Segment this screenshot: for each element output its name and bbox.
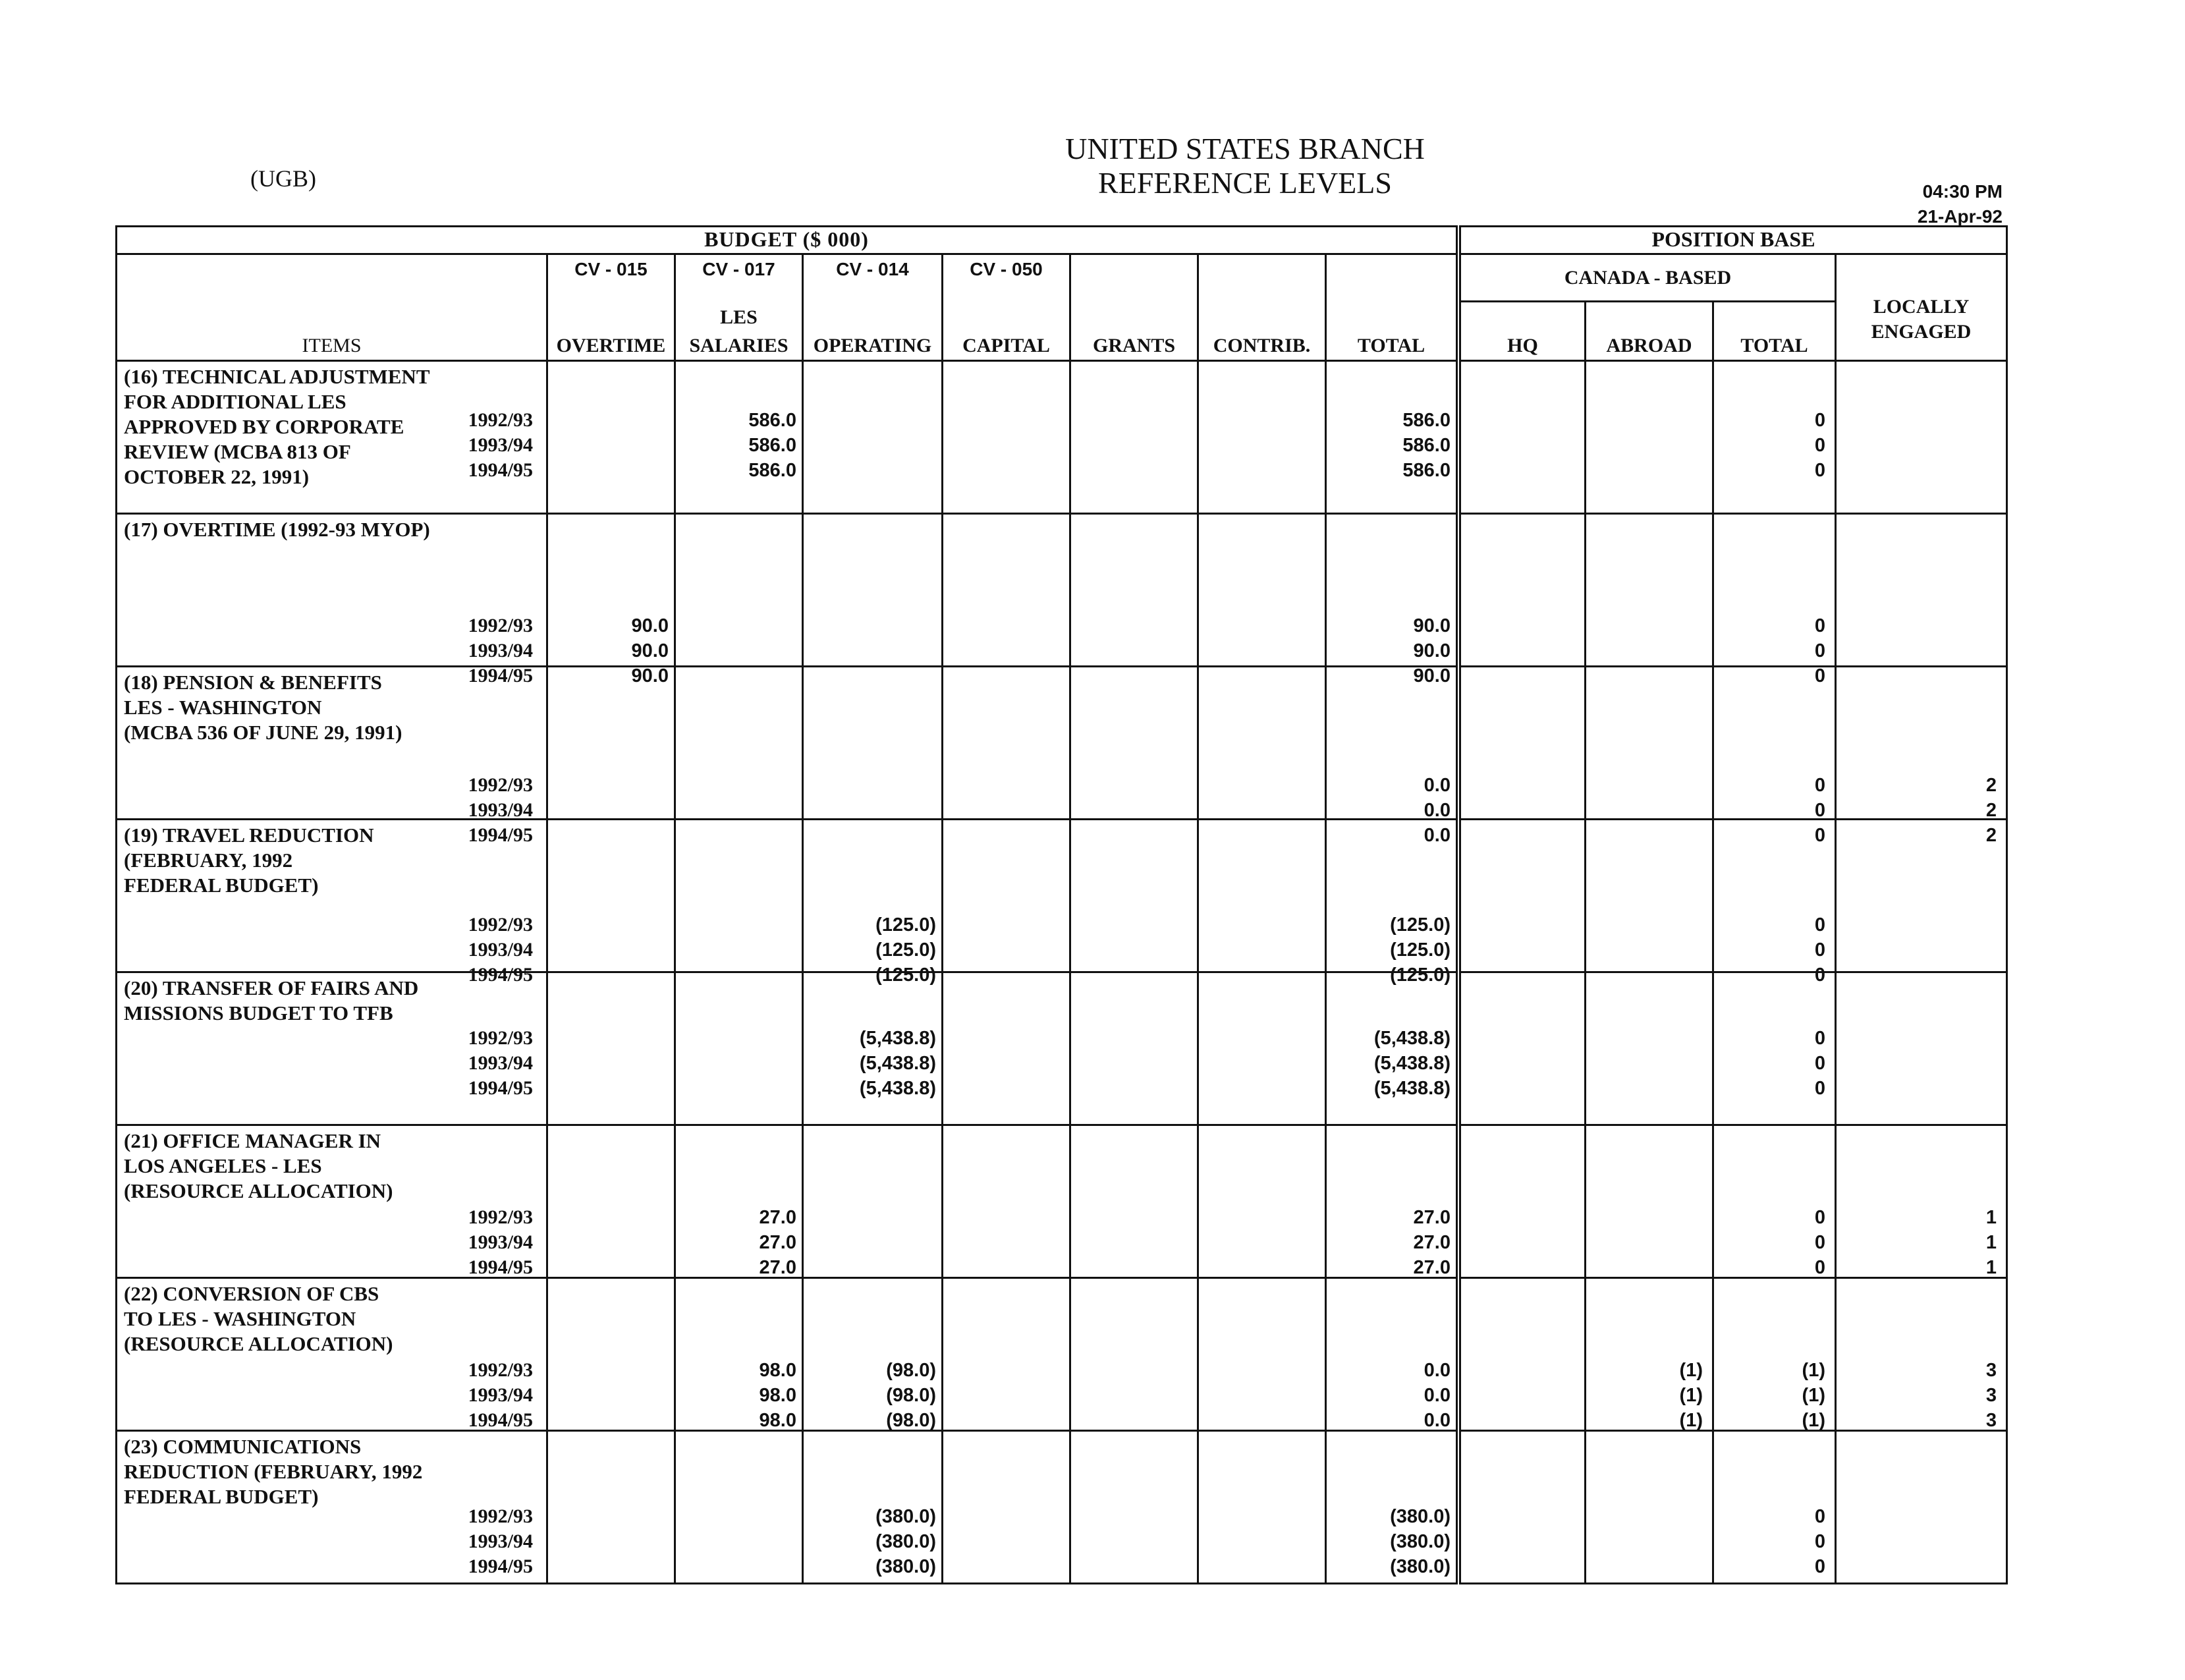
total-values — [1414, 1205, 1451, 1280]
grants-cell — [1070, 1125, 1198, 1278]
abroad-column-header — [1586, 302, 1713, 361]
operating-values — [886, 1358, 936, 1433]
cell-value: 0.0 — [1424, 1410, 1451, 1431]
ptotal-cell — [1713, 361, 1836, 514]
fiscal-year: 1993/94 — [468, 640, 533, 661]
capital-cell — [943, 361, 1070, 514]
hq-column-header — [1460, 302, 1586, 361]
locally-engaged-header: LOCALLY ENGAGED — [1836, 254, 2007, 361]
local-cell — [1836, 1278, 2007, 1431]
fiscal-year: 1992/93 — [468, 774, 533, 796]
fiscal-year: 1993/94 — [468, 1052, 533, 1074]
cell-value: (98.0) — [886, 1410, 936, 1431]
canada-total-column-header — [1713, 302, 1836, 361]
operating-cell — [803, 1431, 943, 1584]
salaries-values — [748, 408, 796, 483]
abroad-cell — [1586, 1431, 1713, 1584]
contrib-cell — [1198, 361, 1326, 514]
column-label: TOTAL — [1357, 335, 1425, 356]
cell-value: (98.0) — [886, 1385, 936, 1406]
hq-cell — [1460, 514, 1586, 667]
salaries-cell — [675, 972, 803, 1125]
fiscal-year: 1994/95 — [468, 964, 533, 986]
cell-value: 98.0 — [759, 1360, 796, 1381]
abroad-cell — [1586, 514, 1713, 667]
fiscal-years — [468, 1358, 533, 1433]
fiscal-year: 1993/94 — [468, 1384, 533, 1406]
ptotal-cell — [1713, 820, 1836, 986]
abroad-cell — [1586, 1125, 1713, 1278]
ptotal-values — [1815, 1205, 1825, 1280]
contrib-cell — [1198, 1431, 1326, 1584]
ptotal-values — [1815, 1504, 1825, 1579]
fiscal-year: 1992/93 — [468, 1206, 533, 1228]
cell-value: 586.0 — [1402, 435, 1451, 456]
capital-cell — [943, 972, 1070, 1125]
abroad-cell — [1586, 820, 1713, 972]
cell-value: (1) — [1802, 1410, 1825, 1431]
time: 04:30 PM — [1922, 181, 2003, 202]
cell-value: 0.0 — [1424, 825, 1451, 846]
abroad-label: ABROAD — [1606, 335, 1692, 356]
item-cell — [117, 514, 547, 686]
cell-value: (125.0) — [1390, 914, 1451, 936]
cell-value: 90.0 — [631, 615, 669, 636]
ptotal-cell — [1713, 667, 1836, 846]
item-label: (21) OFFICE MANAGER IN LOS ANGELES - LES (RESOURCE ALLOCATION) — [124, 1129, 393, 1202]
item-cell — [117, 1125, 547, 1278]
contrib-cell — [1198, 1278, 1326, 1431]
table-row — [117, 1125, 1457, 1278]
table-row — [117, 1431, 1457, 1584]
overtime-cell — [547, 514, 675, 686]
hq-cell — [1460, 361, 1586, 514]
cell-value: 0 — [1814, 1078, 1825, 1099]
cell-value: 90.0 — [631, 665, 669, 686]
fiscal-year: 1994/95 — [468, 1409, 533, 1431]
hq-cell — [1460, 820, 1586, 972]
cell-value: 0 — [1814, 460, 1825, 481]
total-cell — [1326, 667, 1457, 846]
operating-cell — [803, 667, 943, 820]
budget-column-header — [1070, 254, 1198, 361]
column-label: OVERTIME — [556, 335, 666, 356]
cell-value: 3 — [1985, 1360, 1997, 1381]
cell-value: 0 — [1814, 1556, 1825, 1577]
total-values — [1402, 408, 1451, 483]
position-row — [1460, 667, 2007, 820]
total-cell — [1326, 972, 1457, 1125]
total-cell — [1326, 820, 1457, 986]
ptotal-cell — [1713, 1125, 1836, 1278]
local-cell — [1836, 667, 2007, 846]
contrib-cell — [1198, 820, 1326, 972]
table-row — [117, 514, 1457, 667]
overtime-cell — [547, 667, 675, 820]
cell-value: 27.0 — [1413, 1207, 1451, 1228]
salaries-cell — [675, 1125, 803, 1278]
overtime-cell — [547, 361, 675, 514]
abroad-cell — [1586, 972, 1713, 1125]
total-cell — [1326, 1431, 1457, 1584]
cell-value: (5,438.8) — [1373, 1078, 1451, 1099]
cell-value: (1) — [1679, 1410, 1703, 1431]
salaries-cell — [675, 820, 803, 972]
fiscal-year: 1994/95 — [468, 665, 533, 686]
budget-table — [115, 225, 1458, 1584]
item-cell — [117, 1431, 547, 1584]
grants-cell — [1070, 1431, 1198, 1584]
cell-value: 98.0 — [759, 1410, 796, 1431]
item-cell — [117, 972, 547, 1125]
salaries-cell — [675, 1278, 803, 1431]
capital-cell — [943, 514, 1070, 667]
cell-value: (98.0) — [886, 1360, 936, 1381]
item-label: (18) PENSION & BENEFITS LES - WASHINGTON (MCBA 536 OF JUNE 29, 1991) — [124, 671, 402, 744]
contrib-cell — [1198, 514, 1326, 667]
cell-value: 586.0 — [1402, 460, 1451, 481]
cell-value: 586.0 — [748, 435, 796, 456]
abroad-cell — [1586, 1278, 1713, 1431]
cell-value: (5,438.8) — [1373, 1028, 1451, 1049]
position-row — [1460, 1431, 2007, 1584]
salaries-values — [760, 1205, 796, 1280]
fiscal-year: 1993/94 — [468, 1530, 533, 1552]
items-column-label: ITEMS — [302, 335, 362, 356]
cell-value: 27.0 — [759, 1232, 796, 1253]
hq-cell — [1460, 667, 1586, 820]
column-label: OPERATING — [813, 335, 932, 356]
fiscal-year: 1992/93 — [468, 1359, 533, 1381]
local-values — [1986, 1205, 1997, 1280]
budget-column-header — [1326, 254, 1457, 361]
cell-value: 586.0 — [1402, 410, 1451, 431]
local-cell — [1836, 514, 2007, 667]
cell-value: (125.0) — [875, 914, 936, 936]
cell-value: 0 — [1814, 640, 1825, 661]
cell-value: 0 — [1814, 1531, 1825, 1552]
cell-value: 0 — [1814, 1506, 1825, 1527]
operating-cell — [803, 820, 943, 986]
cell-value: (125.0) — [1390, 965, 1451, 986]
cell-value: (380.0) — [875, 1506, 936, 1527]
cell-value: 3 — [1985, 1385, 1997, 1406]
budget-column-header — [1198, 254, 1326, 361]
cell-value: 90.0 — [631, 640, 669, 661]
cell-value: 1 — [1985, 1232, 1997, 1253]
position-row — [1460, 972, 2007, 1125]
cell-value: 2 — [1985, 800, 1997, 821]
fiscal-year: 1992/93 — [468, 615, 533, 636]
position-row — [1460, 1278, 2007, 1431]
cell-value: 27.0 — [759, 1207, 796, 1228]
fiscal-year: 1993/94 — [468, 799, 533, 821]
fiscal-years — [468, 1504, 533, 1579]
cell-value: 0.0 — [1424, 1385, 1451, 1406]
operating-cell — [803, 972, 943, 1125]
date: 21-Apr-92 — [1917, 206, 2003, 227]
hq-cell — [1460, 1278, 1586, 1431]
overtime-cell — [547, 820, 675, 972]
budget-header: BUDGET ($ 000) — [117, 227, 1457, 254]
table-row — [117, 667, 1457, 820]
salaries-values — [760, 1358, 796, 1433]
contrib-cell — [1198, 1125, 1326, 1278]
capital-cell — [943, 1278, 1070, 1431]
cell-value: 27.0 — [1413, 1232, 1451, 1253]
cell-value: 0 — [1814, 1257, 1825, 1278]
local-cell — [1836, 361, 2007, 514]
cell-value: 98.0 — [759, 1385, 796, 1406]
local-cell — [1836, 1431, 2007, 1584]
fiscal-years — [468, 1026, 533, 1101]
budget-column-header — [943, 254, 1070, 361]
column-code: CV - 015 — [574, 259, 648, 279]
item-label: (23) COMMUNICATIONS REDUCTION (FEBRUARY, 1992 FEDERAL BUDGET) — [124, 1435, 423, 1508]
overtime-cell — [547, 1125, 675, 1278]
total-cell — [1326, 1278, 1457, 1431]
column-label: SALARIES — [689, 335, 788, 356]
hq-label: HQ — [1507, 335, 1538, 356]
position-row — [1460, 361, 2007, 514]
column-mid: LES — [720, 306, 758, 328]
contrib-cell — [1198, 972, 1326, 1125]
local-cell — [1836, 972, 2007, 1125]
local-values — [1986, 1358, 1997, 1433]
total-cell — [1326, 514, 1457, 686]
cell-value: (1) — [1679, 1360, 1703, 1381]
grants-cell — [1070, 514, 1198, 667]
cell-value: 0.0 — [1424, 775, 1451, 796]
budget-column-header — [675, 254, 803, 361]
position-row — [1460, 1125, 2007, 1278]
document-code: (UGB) — [250, 165, 316, 192]
position-row — [1460, 820, 2007, 972]
overtime-cell — [547, 972, 675, 1125]
item-label: (17) OVERTIME (1992-93 MYOP) — [124, 518, 430, 541]
cell-value: (5,438.8) — [1373, 1053, 1451, 1074]
total-values — [1390, 1504, 1451, 1579]
column-code: CV - 050 — [970, 259, 1043, 279]
cell-value: (125.0) — [1390, 939, 1451, 961]
budget-column-header — [803, 254, 943, 361]
budget-column-header — [547, 254, 675, 361]
cell-value: 0 — [1814, 1232, 1825, 1253]
ptotal-values — [1815, 408, 1825, 483]
ptotal-cell — [1713, 972, 1836, 1125]
capital-cell — [943, 667, 1070, 820]
cell-value: (5,438.8) — [859, 1028, 936, 1049]
table-row — [117, 1278, 1457, 1431]
fiscal-year: 1994/95 — [468, 1256, 533, 1278]
items-column-header — [117, 254, 547, 361]
cell-value: 0 — [1814, 825, 1825, 846]
cell-value: (380.0) — [1390, 1556, 1451, 1577]
cell-value: 0 — [1814, 435, 1825, 456]
cell-value: 0 — [1814, 665, 1825, 686]
grants-cell — [1070, 361, 1198, 514]
cell-value: 3 — [1985, 1410, 1997, 1431]
capital-cell — [943, 1125, 1070, 1278]
ptotal-values — [1802, 1358, 1825, 1433]
cell-value: 2 — [1985, 775, 1997, 796]
cell-value: 0 — [1814, 1028, 1825, 1049]
item-label: (16) TECHNICAL ADJUSTMENT FOR ADDITIONAL LES APPROVED BY CORPORATE REVIEW (MCBA 813 OF OCTOBER 22, 1991) — [124, 365, 430, 488]
fiscal-year: 1992/93 — [468, 409, 533, 431]
position-base-header: POSITION BASE — [1460, 227, 2007, 254]
cell-value: 1 — [1985, 1207, 1997, 1228]
salaries-cell — [675, 361, 803, 514]
cell-value: 0 — [1814, 939, 1825, 961]
cell-value: 0 — [1814, 1207, 1825, 1228]
operating-cell — [803, 1125, 943, 1278]
item-cell — [117, 1278, 547, 1431]
total-cell — [1326, 361, 1457, 514]
cell-value: 0 — [1814, 615, 1825, 636]
cell-value: (125.0) — [875, 965, 936, 986]
title-line-1: UNITED STATES BRANCH — [1065, 132, 1425, 165]
canada-based-header: CANADA - BASED — [1460, 254, 1836, 302]
fiscal-year: 1992/93 — [468, 1505, 533, 1527]
cell-value: (380.0) — [875, 1531, 936, 1552]
fiscal-year: 1992/93 — [468, 1027, 533, 1049]
cell-value: (380.0) — [1390, 1531, 1451, 1552]
ptotal-cell — [1713, 1278, 1836, 1431]
grants-cell — [1070, 972, 1198, 1125]
fiscal-year: 1993/94 — [468, 434, 533, 456]
column-label: CAPITAL — [962, 335, 1050, 356]
total-values — [1424, 1358, 1451, 1433]
cell-value: 90.0 — [1413, 640, 1451, 661]
canada-total-label: TOTAL — [1740, 335, 1808, 356]
table-row — [117, 820, 1457, 972]
hq-cell — [1460, 972, 1586, 1125]
cell-value: (5,438.8) — [859, 1053, 936, 1074]
total-cell — [1326, 1125, 1457, 1278]
item-cell — [117, 667, 547, 846]
total-values — [1374, 1026, 1451, 1101]
abroad-cell — [1586, 361, 1713, 514]
cell-value: 90.0 — [1413, 615, 1451, 636]
item-label: (22) CONVERSION OF CBS TO LES - WASHINGTON (RESOURCE ALLOCATION) — [124, 1282, 393, 1355]
cell-value: 586.0 — [748, 410, 796, 431]
fiscal-year: 1994/95 — [468, 1555, 533, 1577]
ptotal-cell — [1713, 514, 1836, 686]
overtime-cell — [547, 1278, 675, 1431]
operating-values — [860, 1026, 936, 1101]
abroad-values — [1680, 1358, 1703, 1433]
cell-value: 1 — [1985, 1257, 1997, 1278]
document-title — [1014, 132, 1476, 200]
cell-value: 0 — [1814, 1053, 1825, 1074]
cell-value: 0.0 — [1424, 1360, 1451, 1381]
contrib-cell — [1198, 667, 1326, 820]
local-cell — [1836, 820, 2007, 972]
column-label: CONTRIB. — [1213, 335, 1311, 356]
grants-cell — [1070, 667, 1198, 820]
item-cell — [117, 820, 547, 986]
operating-cell — [803, 361, 943, 514]
cell-value: (380.0) — [1390, 1506, 1451, 1527]
cell-value: 27.0 — [1413, 1257, 1451, 1278]
cell-value: 0 — [1814, 914, 1825, 936]
cell-value: (1) — [1802, 1360, 1825, 1381]
fiscal-year: 1993/94 — [468, 939, 533, 961]
fiscal-years — [468, 1205, 533, 1280]
cell-value: (1) — [1802, 1385, 1825, 1406]
cell-value: (5,438.8) — [859, 1078, 936, 1099]
cell-value: 0 — [1814, 775, 1825, 796]
timestamp — [1897, 179, 2003, 229]
fiscal-year: 1994/95 — [468, 459, 533, 481]
cell-value: 0 — [1814, 965, 1825, 986]
ptotal-values — [1815, 1026, 1825, 1101]
title-line-2: REFERENCE LEVELS — [1098, 166, 1392, 200]
fiscal-year: 1994/95 — [468, 824, 533, 846]
local-cell — [1836, 1125, 2007, 1278]
hq-cell — [1460, 1431, 1586, 1584]
cell-value: (380.0) — [875, 1556, 936, 1577]
salaries-cell — [675, 1431, 803, 1584]
cell-value: 0.0 — [1424, 800, 1451, 821]
item-label: (19) TRAVEL REDUCTION (FEBRUARY, 1992 FEDERAL BUDGET) — [124, 824, 374, 897]
abroad-cell — [1586, 667, 1713, 820]
item-cell — [117, 361, 547, 514]
fiscal-year: 1992/93 — [468, 914, 533, 936]
cell-value: (1) — [1679, 1385, 1703, 1406]
salaries-cell — [675, 514, 803, 667]
salaries-cell — [675, 667, 803, 820]
column-code: CV - 017 — [702, 259, 775, 279]
fiscal-year: 1993/94 — [468, 1231, 533, 1253]
ptotal-cell — [1713, 1431, 1836, 1584]
capital-cell — [943, 1431, 1070, 1584]
capital-cell — [943, 820, 1070, 972]
operating-cell — [803, 514, 943, 667]
cell-value: 90.0 — [1413, 665, 1451, 686]
table-row — [117, 972, 1457, 1125]
cell-value: 0 — [1814, 800, 1825, 821]
position-base-table — [1459, 225, 2008, 1584]
hq-cell — [1460, 1125, 1586, 1278]
column-label: GRANTS — [1092, 335, 1176, 356]
cell-value: (125.0) — [875, 939, 936, 961]
cell-value: 0 — [1814, 410, 1825, 431]
cell-value: 586.0 — [748, 460, 796, 481]
grants-cell — [1070, 820, 1198, 972]
overtime-cell — [547, 1431, 675, 1584]
cell-value: 2 — [1985, 825, 1997, 846]
cell-value: 27.0 — [759, 1257, 796, 1278]
position-row — [1460, 514, 2007, 667]
operating-values — [875, 1504, 936, 1579]
table-row — [117, 361, 1457, 514]
fiscal-years — [468, 408, 533, 483]
grants-cell — [1070, 1278, 1198, 1431]
fiscal-year: 1994/95 — [468, 1077, 533, 1099]
item-label: (20) TRANSFER OF FAIRS AND MISSIONS BUDGET TO TFB — [124, 976, 419, 1024]
operating-cell — [803, 1278, 943, 1431]
column-code: CV - 014 — [836, 259, 909, 279]
